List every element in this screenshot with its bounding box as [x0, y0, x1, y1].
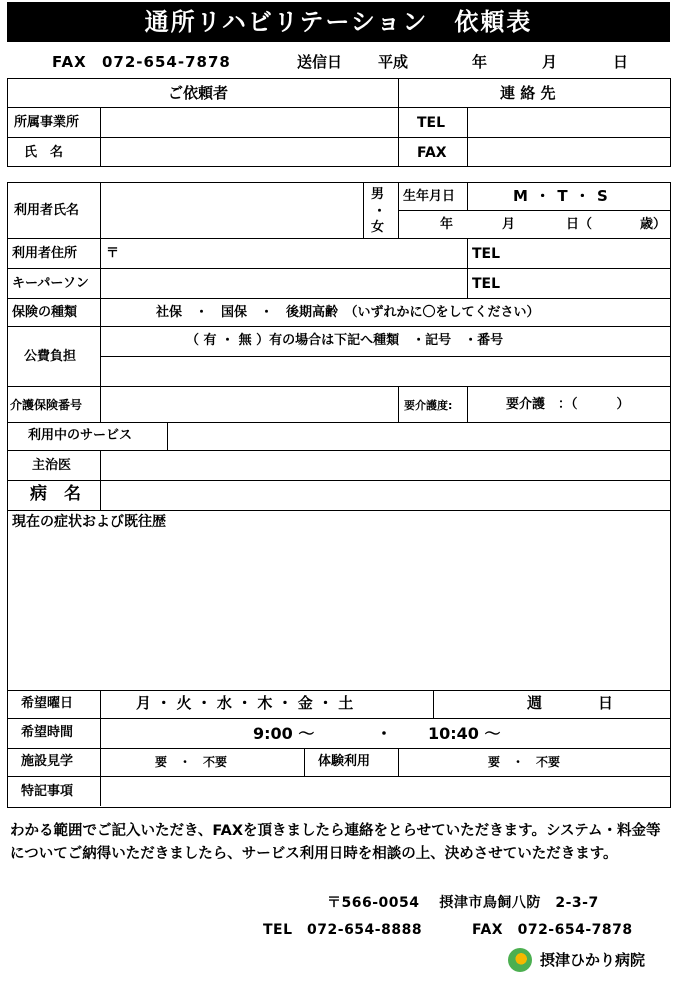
disease-label: 病 名	[30, 484, 81, 504]
time-separator: ・	[376, 724, 393, 743]
footer-note: わかる範囲でご記入いただき、FAXを頂きましたら連絡をとらせていただきます。システム・料金等についてご納得いただきましたら、サービス利用日時を相談の上、決めさせていただきます。	[10, 823, 661, 862]
per-week-label: 週	[527, 694, 543, 712]
history-label: 現在の症状および既往歴	[12, 514, 166, 530]
footer-address: 〒566-0054 摂津市鳥飼八防 2-3-7	[327, 895, 599, 911]
requester-fax-field[interactable]	[468, 138, 670, 166]
fax-label: FAX	[52, 53, 87, 71]
key-person-tel-label: TEL	[472, 276, 501, 292]
footer-tel: TEL 072-654-8888	[263, 922, 423, 938]
fax-number: 072-654-7878	[102, 53, 231, 71]
address-label: 利用者住所	[12, 246, 78, 261]
key-person-label: キーパーソン	[12, 276, 89, 291]
requester-tel-label: TEL	[417, 115, 446, 131]
insurance-type-label: 保険の種類	[12, 305, 78, 320]
key-person-field[interactable]	[101, 269, 466, 297]
user-name-label: 利用者氏名	[14, 203, 80, 218]
postal-mark: 〒	[106, 246, 120, 261]
era-label: 平成	[378, 53, 409, 71]
services-in-use-field[interactable]	[168, 423, 670, 449]
office-field[interactable]	[101, 108, 397, 136]
public-funding-label: 公費負担	[24, 349, 77, 364]
desired-time-label: 希望時間	[21, 725, 74, 740]
requester-name-field[interactable]	[101, 138, 397, 166]
trial-use-label: 体験利用	[318, 754, 371, 769]
trial-use-options[interactable]: 要 ・ 不要	[488, 755, 561, 769]
gender-male[interactable]: 男	[371, 187, 385, 202]
requester-fax-label: FAX	[417, 145, 447, 161]
per-week-unit: 日	[598, 694, 614, 712]
time-option-1[interactable]: 9:00 〜	[253, 724, 315, 743]
birth-era-options[interactable]: M ・ T ・ S	[513, 187, 609, 205]
address-field[interactable]	[120, 239, 466, 267]
desired-days-options[interactable]: 月 ・ 火 ・ 水 ・ 木 ・ 金 ・ 土	[136, 694, 354, 712]
contact-section-label: 連 絡 先	[500, 84, 556, 102]
services-in-use-label: 利用中のサービス	[28, 428, 133, 443]
year-label: 年	[472, 53, 488, 71]
sent-date-label: 送信日	[297, 53, 343, 71]
care-insurance-number-field[interactable]	[101, 387, 397, 421]
public-funding-text[interactable]: （ 有 ・ 無 ）有の場合は下記へ種類 ・記号 ・番号	[186, 333, 504, 348]
birth-year-label: 年	[440, 217, 454, 232]
birthdate-label: 生年月日	[403, 189, 456, 204]
day-label: 日	[613, 53, 629, 71]
requester-name-label: 氏 名	[24, 145, 64, 160]
special-notes-field[interactable]	[101, 777, 670, 806]
public-funding-field[interactable]	[101, 357, 670, 385]
footer-fax: FAX 072-654-7878	[472, 922, 633, 938]
doctor-field[interactable]	[101, 451, 670, 479]
care-level-label: 要介護度:	[404, 399, 453, 412]
requester-tel-field[interactable]	[468, 108, 670, 136]
gender-female[interactable]: 女	[371, 220, 385, 235]
key-person-tel-field[interactable]	[505, 269, 670, 297]
birth-month-label: 月	[502, 217, 516, 232]
form-title: 通所リハビリテーション 依頼表	[7, 2, 670, 42]
age-label: 歳）	[640, 217, 667, 232]
requester-section-label: ご依頼者	[168, 84, 229, 102]
hospital-logo-icon	[508, 948, 532, 972]
address-tel-label: TEL	[472, 246, 501, 262]
facility-tour-label: 施設見学	[21, 754, 74, 769]
special-notes-label: 特記事項	[21, 784, 74, 799]
birth-day-label: 日（	[566, 217, 593, 232]
doctor-label: 主治医	[32, 458, 72, 473]
hospital-name: 摂津ひかり病院	[540, 951, 646, 969]
user-name-field[interactable]	[101, 183, 362, 237]
address-tel-field[interactable]	[505, 239, 670, 267]
time-option-2[interactable]: 10:40 〜	[428, 724, 501, 743]
gender-dot: ・	[373, 204, 387, 219]
month-label: 月	[542, 53, 558, 71]
care-insurance-number-label: 介護保険番号	[10, 398, 83, 412]
care-level-value[interactable]: 要介護 ：（ ）	[506, 397, 630, 412]
office-label: 所属事業所	[14, 115, 80, 130]
insurance-type-options[interactable]: 社保 ・ 国保 ・ 後期高齢 （いずれかに〇をしてください）	[156, 305, 540, 320]
disease-field[interactable]	[101, 481, 670, 509]
desired-days-label: 希望曜日	[21, 696, 74, 711]
history-field[interactable]	[8, 532, 670, 689]
facility-tour-options[interactable]: 要 ・ 不要	[155, 755, 228, 769]
